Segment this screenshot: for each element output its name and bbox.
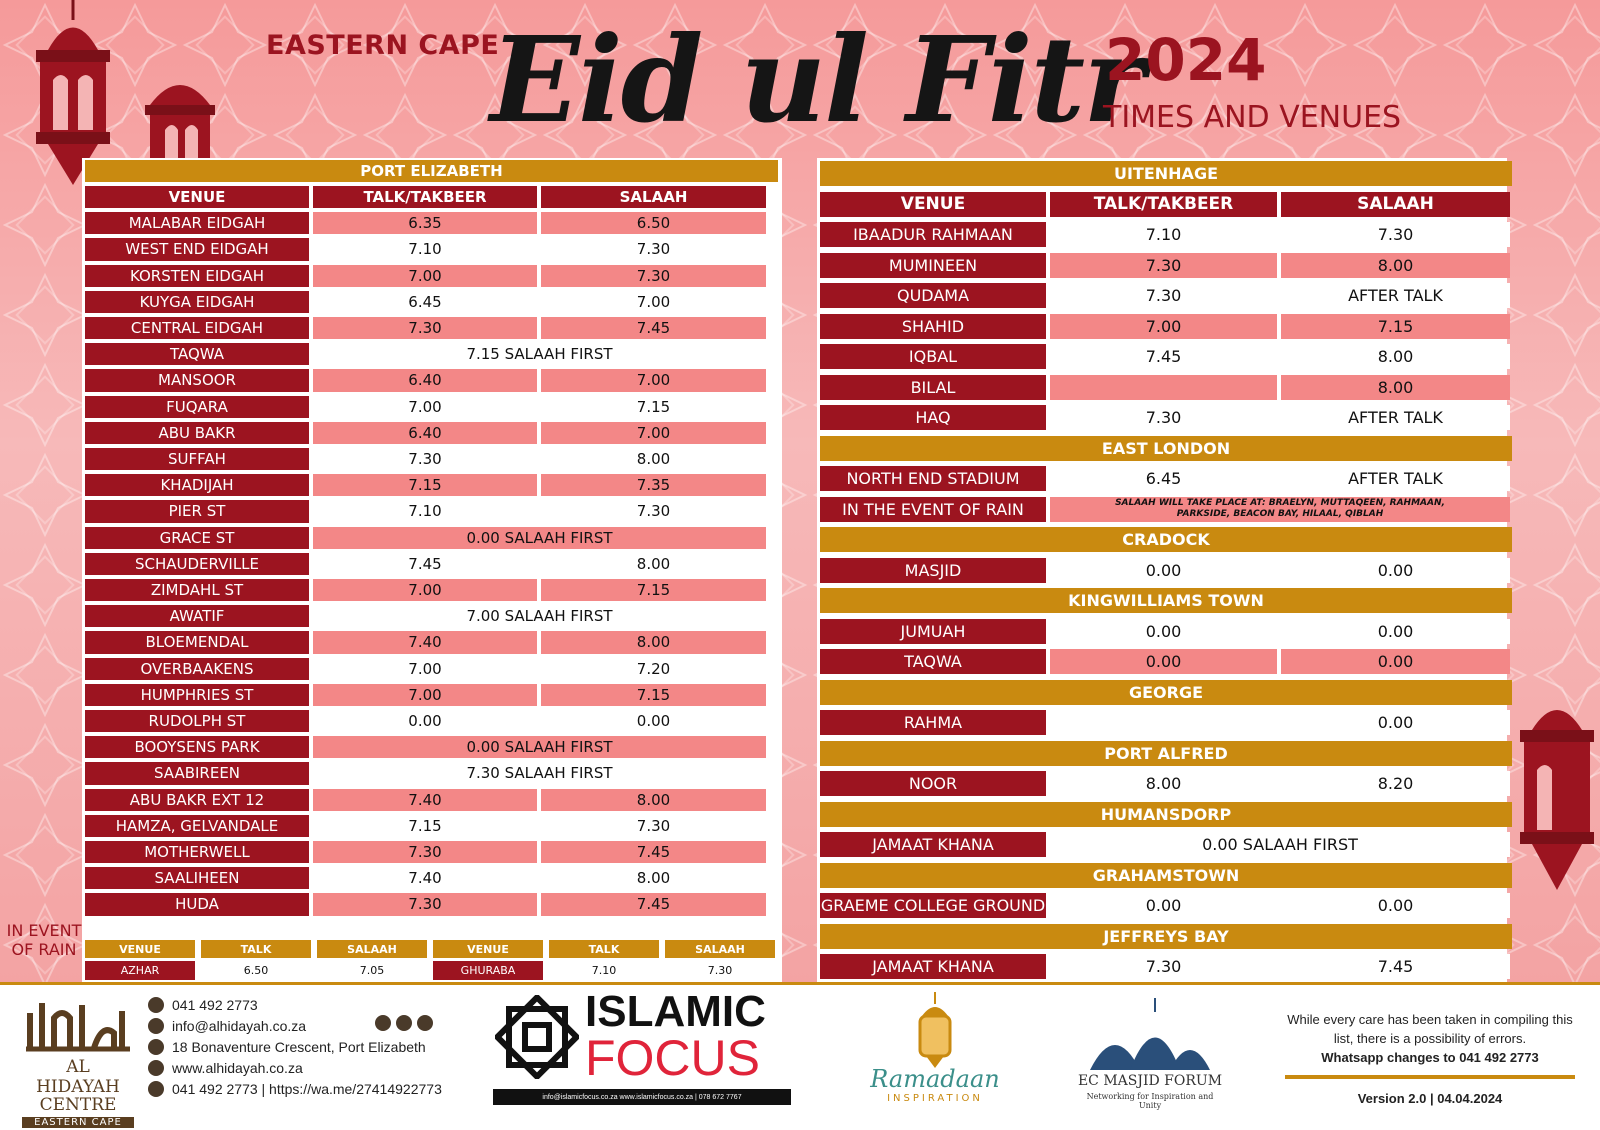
talk-time-cell: 7.15 (313, 815, 537, 837)
salaah-time-cell: 8.00 (1281, 253, 1510, 278)
lantern-icon (910, 990, 960, 1070)
contact-website[interactable] (148, 1060, 303, 1076)
islamic-focus-emblem-icon (495, 995, 579, 1079)
talk-time-cell: 0.00 (1050, 893, 1277, 918)
talk-time-cell: 7.00 (313, 265, 537, 287)
venue-cell: AWATIF (85, 605, 309, 627)
venue-cell: SUFFAH (85, 448, 309, 470)
rain-header: VENUE (433, 940, 543, 958)
salaah-time-cell: AFTER TALK (1281, 466, 1510, 491)
salaah-time-cell: 7.30 (541, 238, 766, 260)
venue-cell: RAHMA (820, 710, 1046, 735)
lantern-icon (140, 65, 220, 160)
salaah-time-cell: 7.30 (541, 815, 766, 837)
salaah-time-cell: 8.00 (541, 789, 766, 811)
merged-time-cell: 0.00 SALAAH FIRST (313, 736, 766, 758)
venue-cell: TAQWA (85, 343, 309, 365)
venue-cell: KHADIJAH (85, 474, 309, 496)
forum-name: EC MASJID FORUM (1077, 1073, 1223, 1089)
whatsapp-changes[interactable]: Whatsapp changes to 041 492 2773 (1321, 1050, 1539, 1065)
globe-icon (148, 1060, 164, 1076)
ramadaan-inspiration-logo (855, 985, 1015, 1110)
salaah-time-cell: AFTER TALK (1281, 405, 1510, 430)
venue-cell: JUMUAH (820, 619, 1046, 644)
venue-cell: HUDA (85, 893, 309, 915)
salaah-time-cell: 7.30 (541, 500, 766, 522)
salaah-time-cell: 7.45 (1281, 954, 1510, 979)
org-name-line2: CENTRE (39, 1095, 117, 1115)
masjid-domes-icon (1080, 990, 1220, 1075)
talk-time-cell: 7.30 (313, 841, 537, 863)
salaah-time-cell: 7.45 (541, 893, 766, 915)
talk-time-cell: 7.00 (1050, 314, 1277, 339)
salaah-time-cell: 7.45 (541, 841, 766, 863)
talk-time-cell: 7.00 (313, 658, 537, 680)
disclaimer-note (1285, 1010, 1575, 1108)
column-header: VENUE (820, 192, 1046, 217)
salaah-time-cell: 7.00 (541, 291, 766, 313)
talk-time-cell: 7.45 (1050, 344, 1277, 369)
venue-cell: MOTHERWELL (85, 841, 309, 863)
contact-phone[interactable] (148, 997, 258, 1013)
talk-time-cell: 7.45 (313, 553, 537, 575)
region-heading: EASTERN CAPE (266, 30, 500, 61)
salaah-time-cell: 8.00 (541, 631, 766, 653)
talk-time-cell: 8.00 (1050, 771, 1277, 796)
salaah-time-cell: 7.45 (541, 317, 766, 339)
rain-header: TALK (201, 940, 311, 958)
salaah-time-cell: 0.00 (1281, 893, 1510, 918)
venue-cell: SHAHID (820, 314, 1046, 339)
section-east-london: EAST LONDON (820, 436, 1512, 461)
talk-time-cell: 6.45 (313, 291, 537, 313)
merged-time-cell: 7.00 SALAAH FIRST (313, 605, 766, 627)
salaah-time-cell: 7.15 (1281, 314, 1510, 339)
salaah-time-cell: 8.00 (541, 448, 766, 470)
talk-time-cell (1050, 375, 1277, 400)
salaah-time-cell: 7.15 (541, 684, 766, 706)
talk-time-cell: 7.10 (313, 500, 537, 522)
salaah-time-cell: 0.00 (1281, 649, 1510, 674)
venue-cell: FUQARA (85, 396, 309, 418)
talk-time-cell: 7.15 (313, 474, 537, 496)
subtitle-heading: TIMES AND VENUES (1103, 100, 1402, 135)
section-port-alfred: PORT ALFRED (820, 741, 1512, 766)
phone-text: 041 492 2773 (172, 997, 258, 1013)
talk-time-cell: 7.30 (1050, 253, 1277, 278)
venue-cell: IQBAL (820, 344, 1046, 369)
disclaimer-text: While every care has been taken in compiling this list, there is a possibility of errors. (1287, 1012, 1573, 1046)
venue-cell: JAMAAT KHANA (820, 954, 1046, 979)
website-text: www.alhidayah.co.za (172, 1060, 303, 1076)
facebook-icon[interactable] (417, 1015, 433, 1031)
talk-time-cell: 6.45 (1050, 466, 1277, 491)
contact-whatsapp[interactable] (148, 1081, 442, 1097)
talk-time-cell: 7.30 (1050, 283, 1277, 308)
rain-venue-cell: AZHAR (85, 961, 195, 980)
venue-cell: MASJID (820, 558, 1046, 583)
salaah-time-cell: 0.00 (1281, 558, 1510, 583)
salaah-time-cell: AFTER TALK (1281, 283, 1510, 308)
talk-time-cell: 7.00 (313, 684, 537, 706)
salaah-time-cell: 7.30 (541, 265, 766, 287)
talk-time-cell: 0.00 (1050, 619, 1277, 644)
rain-label: IN EVENT OF RAIN (6, 921, 82, 959)
section-kingwilliams-town: KINGWILLIAMS TOWN (820, 588, 1512, 613)
salaah-time-cell: 8.00 (1281, 375, 1510, 400)
column-header: SALAAH (1281, 192, 1510, 217)
section-uitenhage: UITENHAGE (820, 161, 1512, 186)
talk-time-cell: 7.30 (1050, 405, 1277, 430)
merged-time-cell: 0.00 SALAAH FIRST (313, 527, 766, 549)
venue-cell: KUYGA EIDGAH (85, 291, 309, 313)
address-text: 18 Bonaventure Crescent, Port Elizabeth (172, 1039, 426, 1055)
rain-time-cell: 7.10 (549, 961, 659, 980)
venue-cell: BOOYSENS PARK (85, 736, 309, 758)
forum-tagline: Networking for Inspiration and Unity (1086, 1092, 1214, 1110)
venue-cell: RUDOLPH ST (85, 710, 309, 732)
year-heading: 2024 (1105, 26, 1267, 94)
column-header: TALK/TAKBEER (313, 186, 537, 208)
section-grahamstown: GRAHAMSTOWN (820, 863, 1512, 888)
whatsapp-text: 041 492 2773 | https://wa.me/27414922773 (172, 1081, 442, 1097)
rain-header: SALAAH (317, 940, 427, 958)
venue-cell: MALABAR EIDGAH (85, 212, 309, 234)
rain-time-cell: 7.05 (317, 961, 427, 980)
salaah-time-cell: 7.35 (541, 474, 766, 496)
talk-time-cell: 0.00 (1050, 558, 1277, 583)
venue-cell: BLOEMENDAL (85, 631, 309, 653)
venue-cell: TAQWA (820, 649, 1046, 674)
talk-time-cell: 7.10 (1050, 222, 1277, 247)
version-text: Version 2.0 | 04.04.2024 (1357, 1091, 1503, 1106)
salaah-time-cell: 8.00 (541, 553, 766, 575)
column-header: VENUE (85, 186, 309, 208)
venue-cell: OVERBAAKENS (85, 658, 309, 680)
talk-time-cell (1050, 710, 1277, 735)
venue-cell: HAMZA, GELVANDALE (85, 815, 309, 837)
venue-cell: SCHAUDERVILLE (85, 553, 309, 575)
email-icon (148, 1018, 164, 1034)
ec-masjid-forum-logo (1075, 985, 1225, 1110)
salaah-time-cell: 0.00 (541, 710, 766, 732)
venue-cell: HAQ (820, 405, 1046, 430)
talk-time-cell: 0.00 (313, 710, 537, 732)
venue-cell: NORTH END STADIUM (820, 466, 1046, 491)
salaah-time-cell: 0.00 (1281, 710, 1510, 735)
venue-cell: MANSOOR (85, 369, 309, 391)
venue-cell: WEST END EIDGAH (85, 238, 309, 260)
inspiration-title: INSPIRATION (887, 1093, 983, 1104)
rain-header: SALAAH (665, 940, 775, 958)
lantern-icon (1512, 690, 1600, 900)
venue-cell: NOOR (820, 771, 1046, 796)
rain-venue-cell: GHURABA (433, 961, 543, 980)
rain-header: TALK (549, 940, 659, 958)
org-region: EASTERN CAPE (22, 1117, 134, 1128)
venue-cell: ABU BAKR EXT 12 (85, 789, 309, 811)
salaah-time-cell: 7.00 (541, 369, 766, 391)
arabic-calligraphy-icon (22, 993, 134, 1053)
contact-address (148, 1039, 426, 1055)
column-header: TALK/TAKBEER (1050, 192, 1277, 217)
section-humansdorp: HUMANSDORP (820, 802, 1512, 827)
section-george: GEORGE (820, 680, 1512, 705)
merged-time-cell: 7.15 SALAAH FIRST (313, 343, 766, 365)
talk-time-cell: 6.35 (313, 212, 537, 234)
note-divider (1285, 1075, 1575, 1079)
rain-note-cell: SALAAH WILL TAKE PLACE AT: BRAELYN, MUTTAQEEN, RAHMAAN, PARKSIDE, BEACON BAY, HILAAL, QIBLAH (1050, 497, 1510, 522)
section-jeffreys-bay: JEFFREYS BAY (820, 924, 1512, 949)
talk-time-cell: 7.30 (313, 317, 537, 339)
venue-cell: BILAL (820, 375, 1046, 400)
salaah-time-cell: 7.00 (541, 422, 766, 444)
salaah-time-cell: 7.15 (541, 396, 766, 418)
talk-time-cell: 7.40 (313, 867, 537, 889)
salaah-time-cell: 6.50 (541, 212, 766, 234)
salaah-time-cell: 7.20 (541, 658, 766, 680)
venue-cell: GRAEME COLLEGE GROUND (820, 893, 1046, 918)
venue-cell: ABU BAKR (85, 422, 309, 444)
section-cradock: CRADOCK (820, 527, 1512, 552)
talk-time-cell: 7.40 (313, 631, 537, 653)
salaah-time-cell: 7.30 (1281, 222, 1510, 247)
talk-time-cell: 7.10 (313, 238, 537, 260)
footer (0, 985, 1600, 1130)
venue-cell: JAMAAT KHANA (820, 832, 1046, 857)
rain-time-cell: 7.30 (665, 961, 775, 980)
islamic-focus-title-1: ISLAMIC (585, 987, 766, 1036)
salaah-time-cell: 8.00 (1281, 344, 1510, 369)
talk-time-cell: 7.00 (313, 396, 537, 418)
page-title: Eid ul Fitr (490, 10, 1144, 149)
instagram-icon[interactable] (396, 1015, 412, 1031)
talk-time-cell: 0.00 (1050, 649, 1277, 674)
talk-time-cell: 7.40 (313, 789, 537, 811)
email-text: info@alhidayah.co.za (172, 1018, 307, 1034)
venue-cell: MUMINEEN (820, 253, 1046, 278)
twitter-icon[interactable] (375, 1015, 391, 1031)
merged-time-cell: 7.30 SALAAH FIRST (313, 762, 766, 784)
venue-cell: ZIMDAHL ST (85, 579, 309, 601)
org-name-line1: AL HIDAYAH (36, 1057, 120, 1097)
venue-cell: CENTRAL EIDGAH (85, 317, 309, 339)
venue-cell: SAALIHEEN (85, 867, 309, 889)
whatsapp-icon (148, 1081, 164, 1097)
talk-time-cell: 7.30 (313, 893, 537, 915)
venue-cell: GRACE ST (85, 527, 309, 549)
islamic-focus-contact: info@islamicfocus.co.za www.islamicfocus.co.za | 078 672 7767 (493, 1089, 791, 1105)
venue-cell: PIER ST (85, 500, 309, 522)
salaah-time-cell: 8.00 (541, 867, 766, 889)
ramadaan-title: Ramadaan (870, 1065, 1000, 1093)
islamic-focus-logo (495, 985, 795, 1105)
al-hidayah-logo (22, 993, 134, 1128)
contact-email[interactable] (148, 1018, 306, 1034)
venue-cell: IN THE EVENT OF RAIN (820, 497, 1046, 522)
venue-cell: SAABIREEN (85, 762, 309, 784)
venue-cell: HUMPHRIES ST (85, 684, 309, 706)
talk-time-cell: 7.30 (313, 448, 537, 470)
salaah-time-cell: 0.00 (1281, 619, 1510, 644)
phone-icon (148, 997, 164, 1013)
location-icon (148, 1039, 164, 1055)
rain-time-cell: 6.50 (201, 961, 311, 980)
venue-cell: IBAADUR RAHMAAN (820, 222, 1046, 247)
column-header: SALAAH (541, 186, 766, 208)
salaah-time-cell: 7.15 (541, 579, 766, 601)
section-port-elizabeth: PORT ELIZABETH (85, 160, 778, 182)
merged-time-cell: 0.00 SALAAH FIRST (1050, 832, 1510, 857)
islamic-focus-title-2: FOCUS (585, 1030, 760, 1086)
venue-cell: QUDAMA (820, 283, 1046, 308)
talk-time-cell: 7.00 (313, 579, 537, 601)
talk-time-cell: 6.40 (313, 422, 537, 444)
venue-cell: KORSTEN EIDGAH (85, 265, 309, 287)
talk-time-cell: 6.40 (313, 369, 537, 391)
talk-time-cell: 7.30 (1050, 954, 1277, 979)
rain-header: VENUE (85, 940, 195, 958)
salaah-time-cell: 8.20 (1281, 771, 1510, 796)
